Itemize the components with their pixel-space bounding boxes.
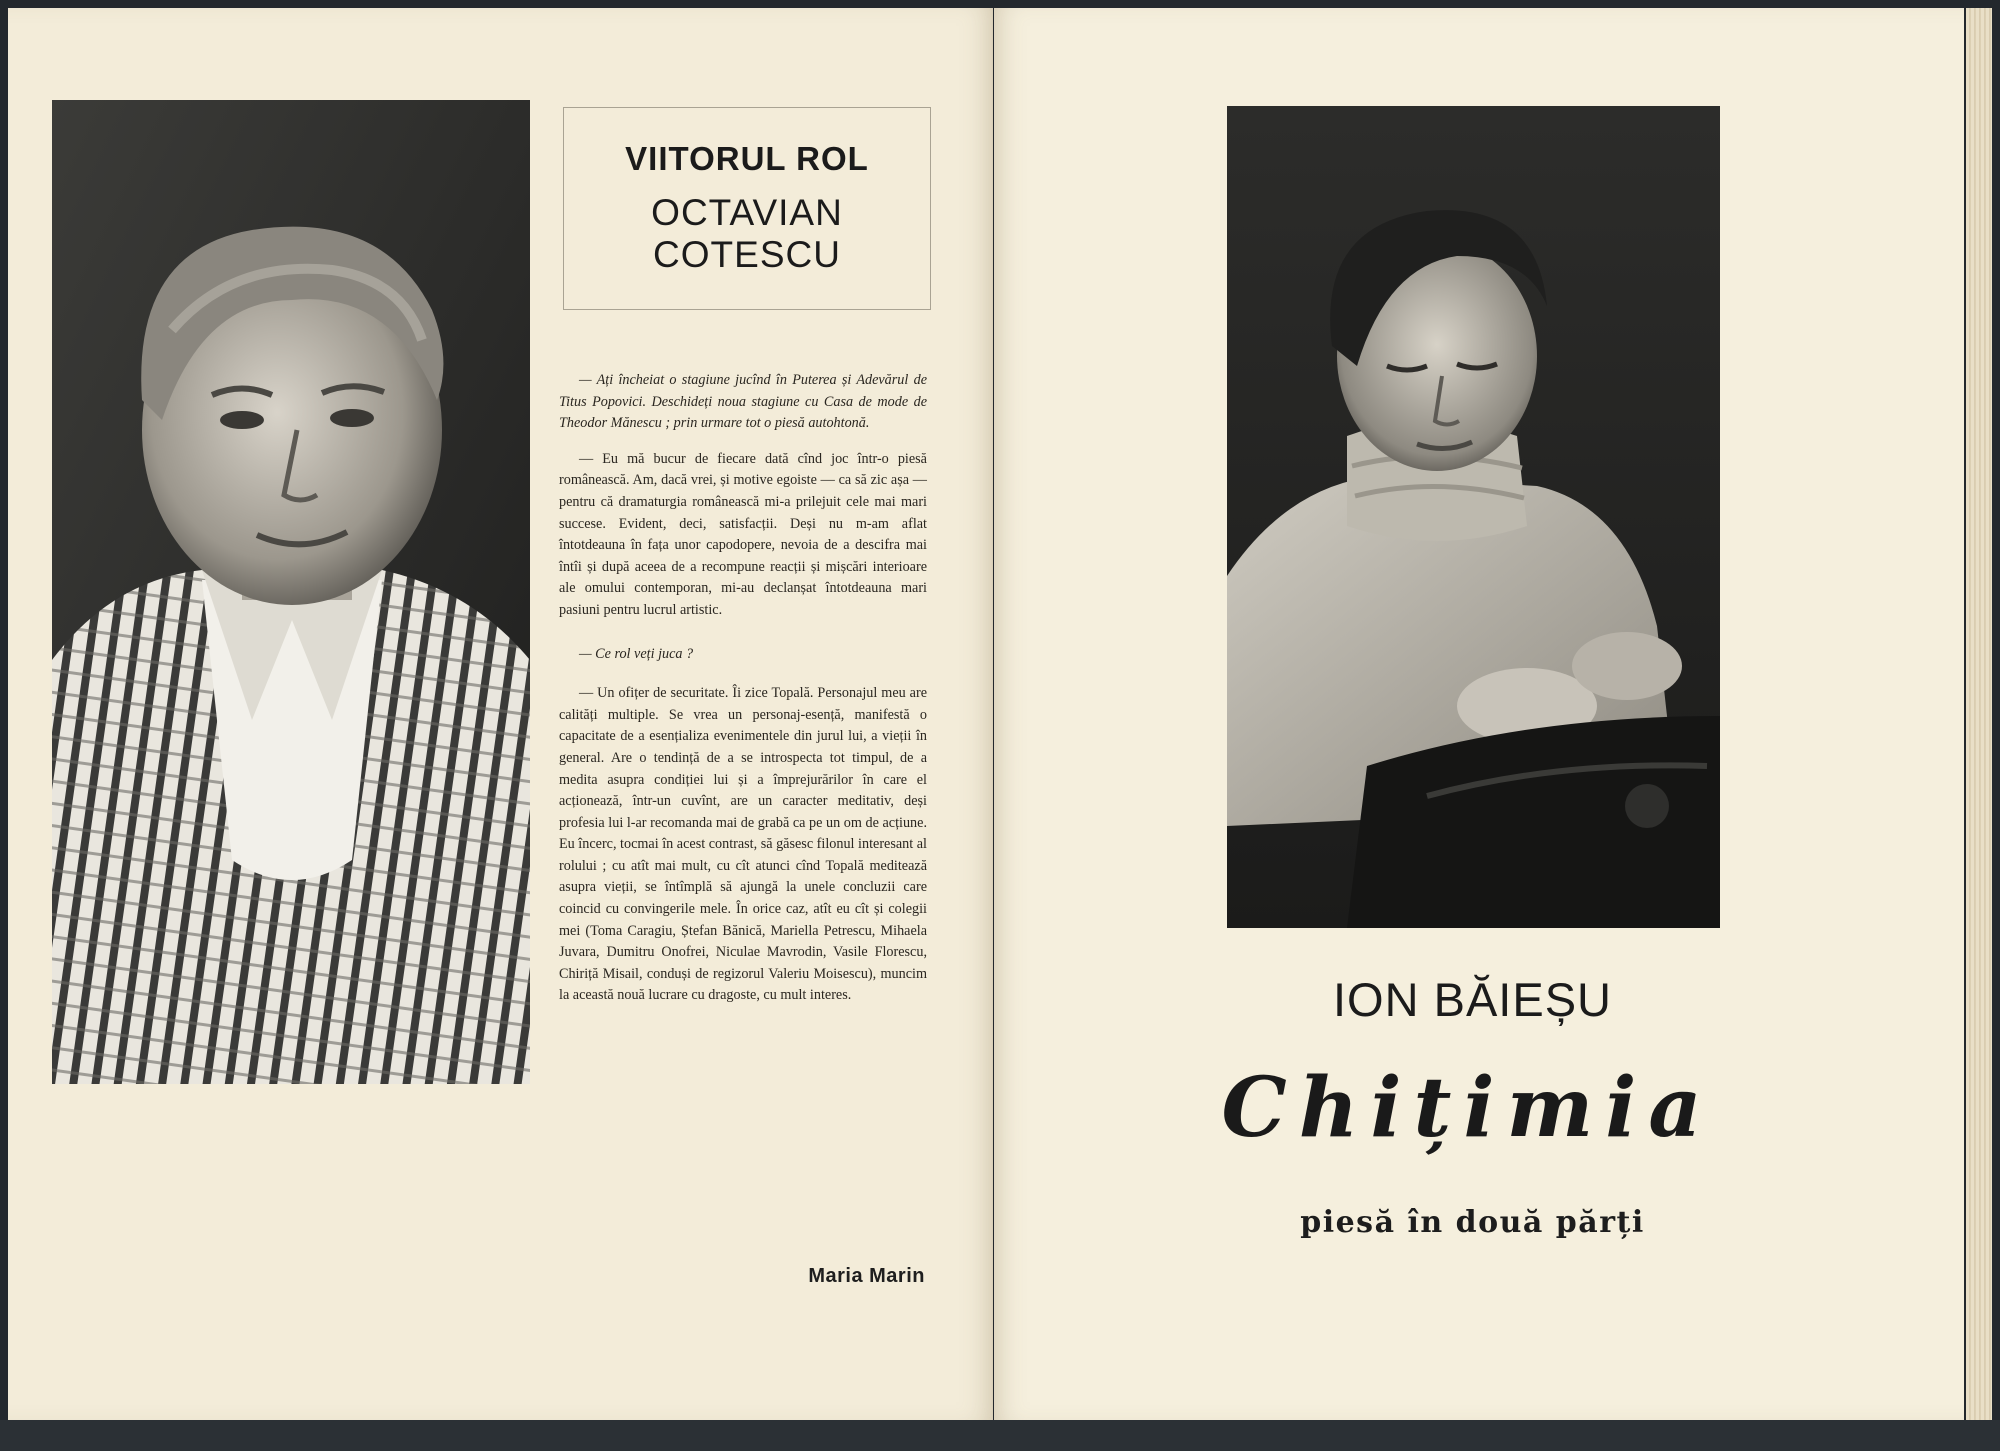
page-edges xyxy=(1966,8,1992,1420)
interview-answer-2: — Un ofițer de securitate. Îi zice Topală. Personajul meu are calități multiple. Se vrea un personaj-esență, manifestă o capacitate de a esențializa evenimentele din jurul lui, a vieții în general. Are o tendință de a se introspecta tot timpul, de a medita asupra condiției lui și a împrejurărilor în care el acționează, într-un cuvînt, are un caracter meditativ, deși profesia lui l-ar recomanda mai de grabă ca pe un om de acțiune. Eu încerc, tocmai în acest contrast, să găsesc filonul interesant al rolului ; cu atît mai mult, cu cît atunci cînd Topală meditează asupra vieții, se întîmplă să ajungă la unele concluzii care coincid cu convingerile mele. În orice caz, atît eu cît și colegii mei (Toma Caragiu, Ștefan Bănică, Mariella Petrescu, Mihaela Juvara, Dumitru Onofrei, Niculae Mavrodin, Vasile Florescu, Chiriță Misail, conduși de regizorul Valeriu Moisescu), muncim la această nouă lucrare cu dragoste, cu mult interes. xyxy=(559,685,927,1004)
playwright-photo-illustration xyxy=(1227,106,1720,928)
interview-answer-1: — Eu mă bucur de fiecare dată cînd joc într-o piesă românească. Am, dacă vrei, și motive egoiste — ca să zic așa — pentru că dramaturgia românească mi-a prilejuit cele mai mari succese. Evident, deci, satisfacții. Deși nu m-am aflat întotdeauna în fața unor capodopere, nevoia de a descifra mai întîi și după aceea de a recompune reacții și mișcări interioare ale omului contemporan, mi-au declanșat întotdeauna mari pasiuni pentru lucrul artistic. xyxy=(559,450,927,618)
book-cover-edge xyxy=(0,1420,2000,1451)
interview-text xyxy=(559,370,927,1021)
actor-name-line1: OCTAVIAN xyxy=(651,192,843,233)
interview-question-1: — Ați încheiat o stagiune jucînd în Puterea și Adevărul de Titus Popovici. Deschideți noua stagiune cu Casa de mode de Theodor Mănescu ; prin urmare tot o piesă autohtonă. xyxy=(559,372,927,432)
actor-photo xyxy=(52,100,530,1084)
play-subtitle: piesă în două părți xyxy=(1300,1205,1645,1240)
actor-name xyxy=(564,192,930,276)
section-heading: VIITORUL ROL xyxy=(625,140,869,177)
interview-question-2: — Ce rol veți juca ? xyxy=(579,645,694,662)
actor-name-line2: COTESCU xyxy=(653,234,841,275)
article-author: Maria Marin xyxy=(808,1265,925,1287)
article-title-box xyxy=(563,107,931,310)
playwright-photo xyxy=(1227,106,1720,928)
playwright-name: ION BĂIEȘU xyxy=(1332,973,1612,1026)
play-title: Chițimia xyxy=(1221,1060,1714,1156)
actor-photo-illustration xyxy=(52,100,530,1084)
